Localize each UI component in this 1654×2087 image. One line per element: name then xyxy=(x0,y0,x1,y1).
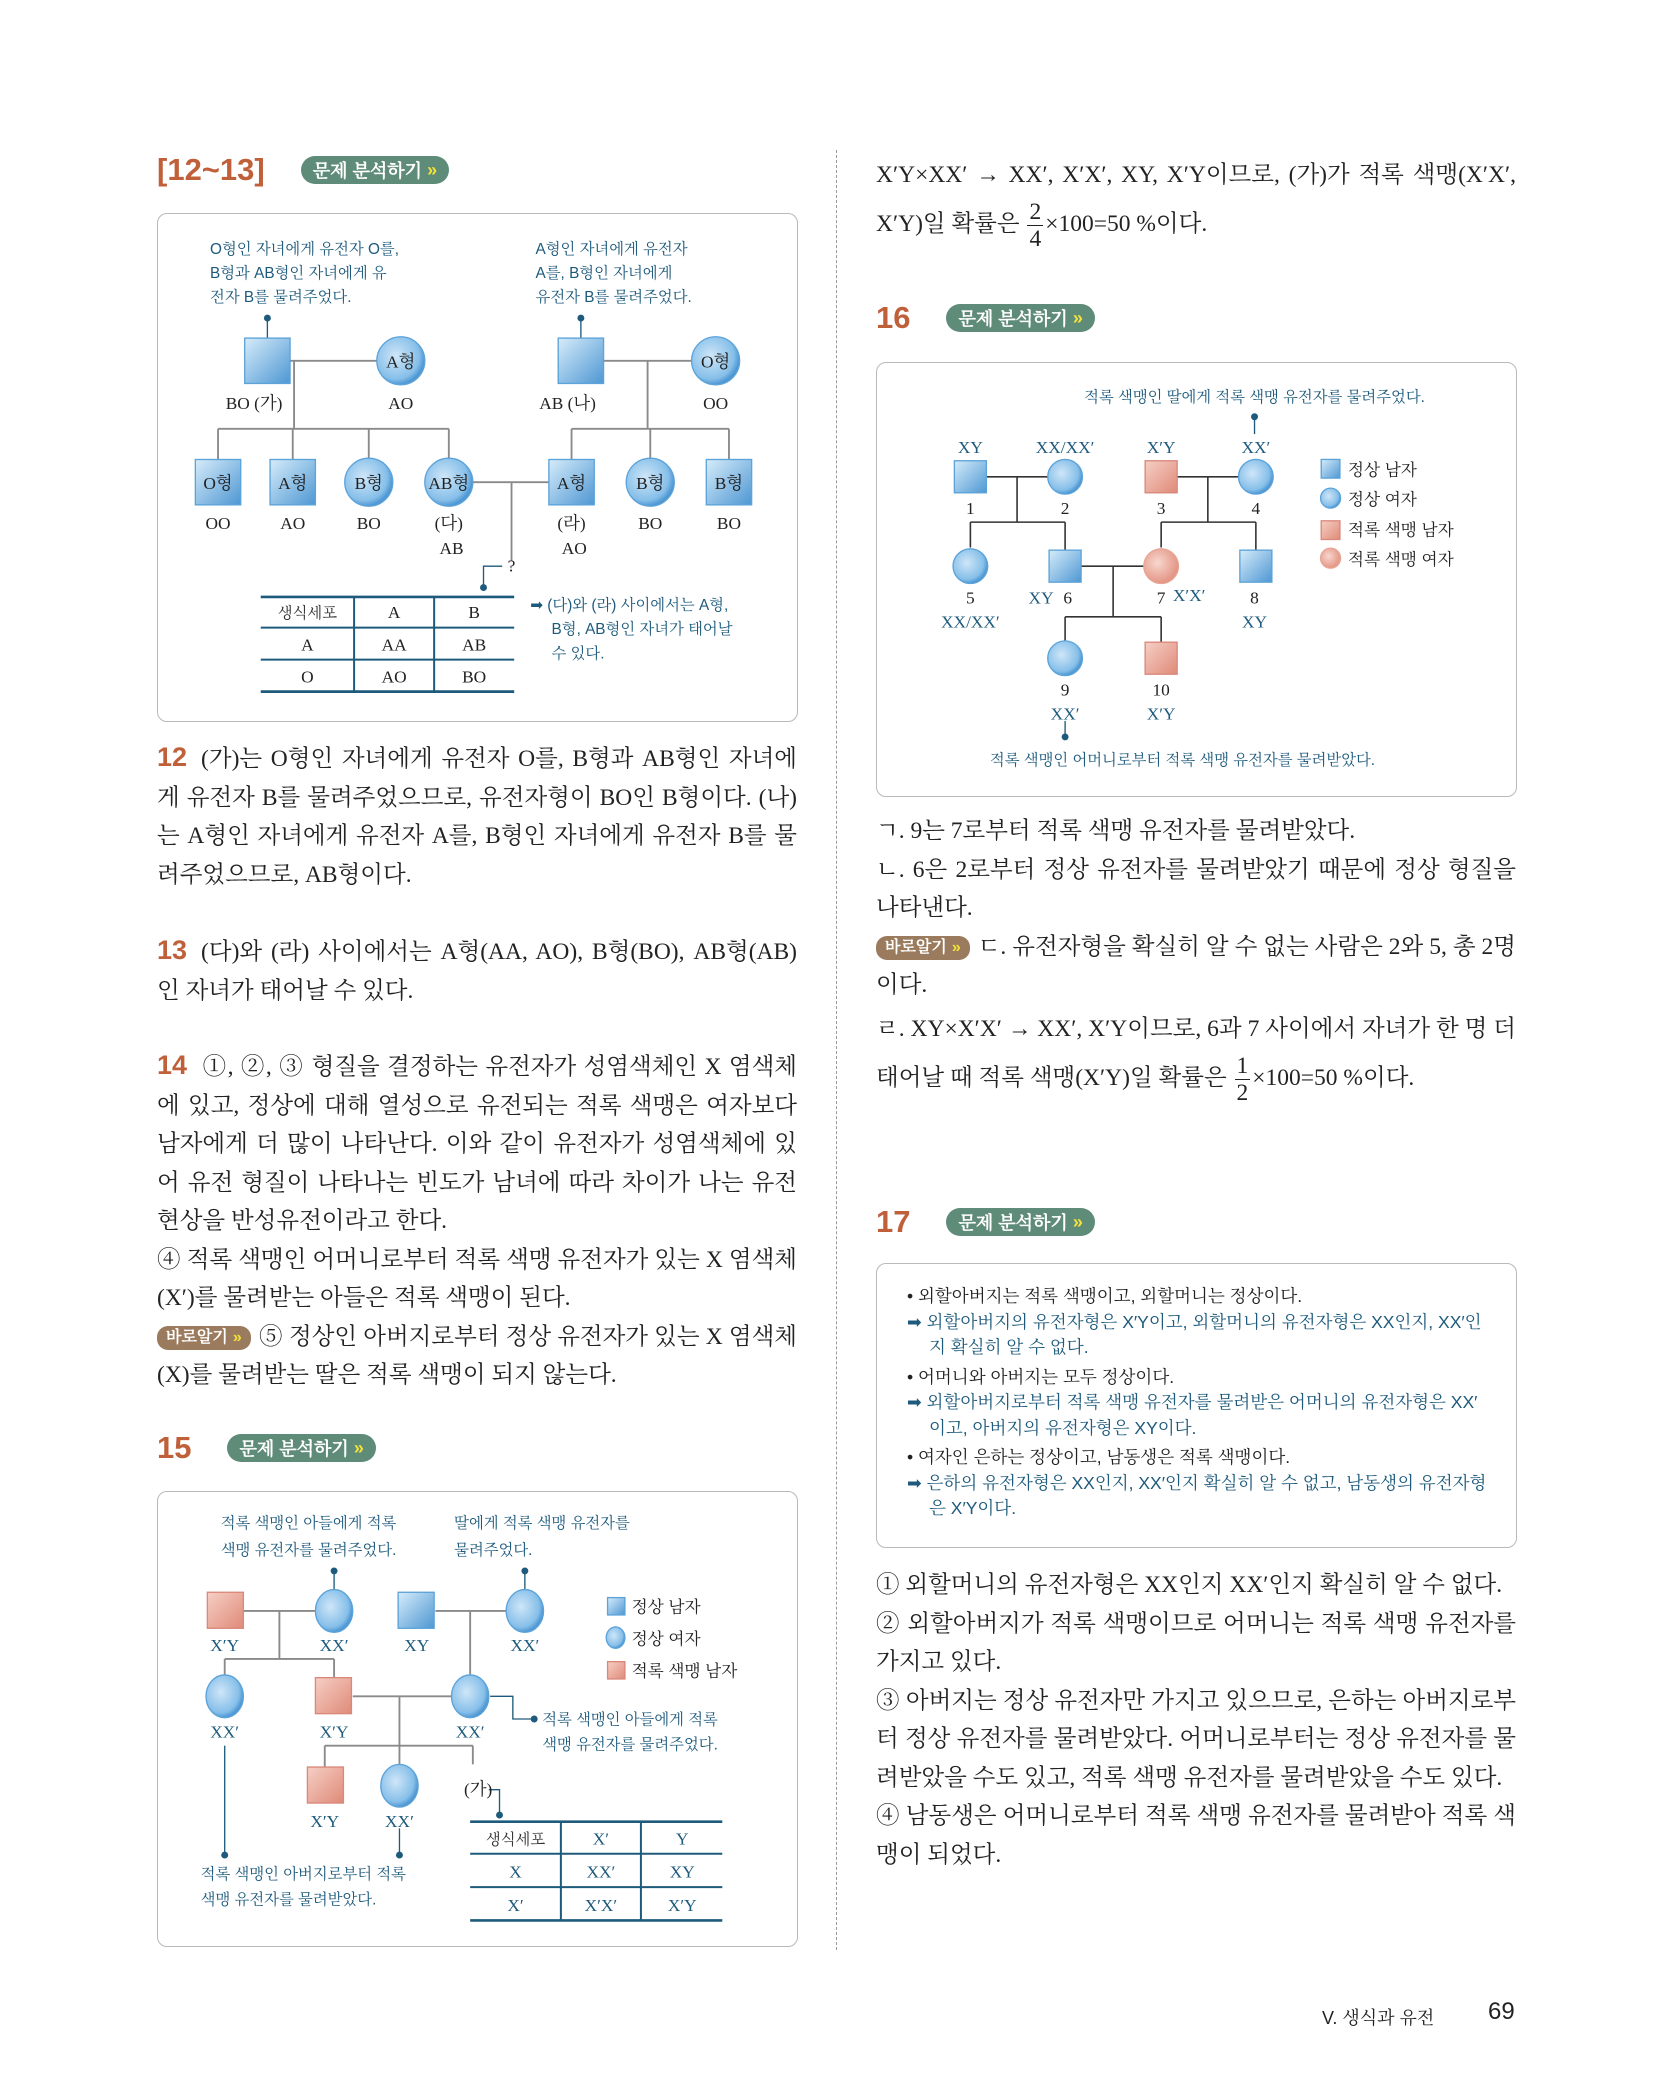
pointer-dot xyxy=(531,1716,538,1723)
genotype-label: AO xyxy=(561,539,587,559)
correction-badge xyxy=(157,1326,251,1350)
legend-colorblind-male-symbol xyxy=(1321,521,1340,540)
annotation-line: 물려주었다. xyxy=(454,1541,533,1559)
female-symbol xyxy=(315,1590,352,1633)
female-symbol xyxy=(506,1590,543,1633)
table-header: 생식세포 xyxy=(277,605,338,623)
person-number: 9 xyxy=(1060,680,1070,700)
answer-number: 14 xyxy=(157,1050,188,1080)
figure-analysis-17 xyxy=(876,1263,1517,1548)
person-number: 8 xyxy=(1250,588,1259,608)
answer-15-continued xyxy=(876,151,1516,252)
badge-label: 문제 분석하기 xyxy=(239,1439,349,1459)
genotype-label: BO xyxy=(716,513,742,533)
person-number: 10 xyxy=(1152,680,1170,700)
answer-number: 13 xyxy=(157,935,188,965)
genotype-label: XX′ xyxy=(210,1722,240,1742)
genotype-label: BO xyxy=(356,513,381,533)
answer-text: ①, ②, ③ 형질을 결정하는 유전자가 성염색체인 X 염색체에 있고, 정상에 대해 열성으로 유전되는 적록 색맹은 여자보다 남자에게 더 많이 나타난다. 이와 같이 유전자가 성염색체에 있어 유전 형질이 나타나는 빈도가 남녀에 따라 차이가 나는 유전 현상을 반성유전이라고 한다. xyxy=(157,1054,797,1234)
annotation-line: 적록 색맹인 딸에게 적록 색맹 유전자를 물려주었다. xyxy=(1084,389,1425,407)
table-header: 생식세포 xyxy=(485,1831,546,1849)
genotype-label: X′X′ xyxy=(1172,585,1206,605)
person-number: 4 xyxy=(1251,499,1261,519)
answer-text: ⑤ 정상인 아버지로부터 정상 유전자가 있는 X 염색체(X)를 물려받는 딸은 적록 색맹이 되지 않는다. xyxy=(157,1323,797,1388)
answer-13 xyxy=(157,931,797,1010)
answer-16 xyxy=(876,812,1516,1106)
figure-colorblind-pedigree-15 xyxy=(157,1491,798,1947)
person-number: 7 xyxy=(1156,588,1166,608)
pointer-lines xyxy=(225,1571,534,1855)
annotation-left xyxy=(210,240,399,306)
genotype-label: X′Y xyxy=(1146,704,1176,724)
symbol-label: A형 xyxy=(556,473,587,493)
genotype-label: AB xyxy=(439,539,464,559)
genotype-label: XY xyxy=(404,1635,430,1655)
pointer-dot xyxy=(521,1567,528,1574)
table-cell: X′ xyxy=(507,1896,524,1916)
table-cell: AO xyxy=(381,667,407,687)
problem-analysis-badge[interactable] xyxy=(301,156,449,184)
annotation-line: 색맹 유전자를 물려받았다. xyxy=(200,1891,377,1909)
table-cell: BO xyxy=(462,667,487,687)
legend-female-symbol xyxy=(1321,488,1341,508)
genotype-label: (라) xyxy=(557,513,586,533)
legend-colorblind-male-symbol xyxy=(608,1662,625,1679)
genotype-label: OO xyxy=(703,393,729,413)
female-symbol xyxy=(451,1675,488,1718)
genotype-label: XY xyxy=(1242,612,1268,632)
annotation-line: 유전자 B를 물려주었다. xyxy=(535,289,692,307)
male-symbol xyxy=(558,338,603,383)
table-cell: O xyxy=(301,667,314,687)
symbol-label: O형 xyxy=(203,473,233,493)
table-cell: AB xyxy=(462,635,487,655)
note-line: B형, AB형인 자녀가 태어날 xyxy=(551,621,733,639)
legend-male-symbol xyxy=(608,1598,625,1615)
table-cell: A xyxy=(301,635,314,655)
symbol-label: A형 xyxy=(278,473,308,493)
choice-text: ×100=50 %이다. xyxy=(1252,1064,1415,1091)
female-symbol xyxy=(381,1764,418,1807)
annotation-line: 적록 색맹인 아들에게 적록 xyxy=(220,1515,397,1533)
chevron-right-icon: » xyxy=(951,938,961,956)
unknown-child-label: (가) xyxy=(464,1780,493,1800)
problem-analysis-badge[interactable] xyxy=(227,1434,375,1462)
symbol-label: B형 xyxy=(714,473,744,493)
table-header: Y xyxy=(676,1829,689,1849)
fraction-numerator: 2 xyxy=(1029,199,1042,225)
badge-label: 문제 분석하기 xyxy=(958,309,1068,329)
choice-text: ㄹ. XY×X′X′ → XX′, X′Y이므로, 6과 7 사이에서 자녀가 한 명 더 태어날 때 적록 색맹(X′Y)일 확률은 xyxy=(876,1015,1516,1091)
person-number: 3 xyxy=(1156,499,1166,519)
fraction xyxy=(1027,199,1043,252)
table-header: B xyxy=(468,603,480,623)
legend-label: 적록 색맹 남자 xyxy=(631,1661,738,1681)
choice-text: ㄷ. 유전자형을 확실히 알 수 없는 사람은 2와 5, 총 2명이다. xyxy=(876,933,1516,998)
legend-label: 정상 여자 xyxy=(631,1629,701,1649)
note-line: ➡ (다)와 (라) 사이에서는 A형, xyxy=(530,597,729,615)
answer-text: (가)는 O형인 자녀에게 유전자 O를, B형과 AB형인 자녀에게 유전자 B를 물려주었으므로, 유전자형이 BO인 B형이다. (나)는 A형인 자녀에게 유전자 A를, B형인 자녀에게 유전자 B를 물려주었으므로, AB형이다. xyxy=(157,746,797,888)
genotype-label: XX′ xyxy=(455,1722,485,1742)
colorblind-male-symbol-3 xyxy=(1145,461,1177,493)
badge-label: 문제 분석하기 xyxy=(312,161,423,181)
male-symbol xyxy=(398,1592,434,1628)
table-cell: X′X′ xyxy=(584,1896,618,1916)
question-header-12-13 xyxy=(157,152,449,188)
badge-label: 바로알기 xyxy=(166,1328,228,1346)
genotype-label: XX′ xyxy=(1241,437,1271,457)
analysis-list xyxy=(907,1284,1487,1522)
note-line: 수 있다. xyxy=(551,645,605,663)
pointer-dot xyxy=(264,315,271,322)
annotation-line: 전자 B를 물려주었다. xyxy=(210,289,352,307)
analysis-conclusion: ➡ 외할아버지의 유전자형은 X′Y이고, 외할머니의 유전자형은 XX인지, XX′인지 확실히 알 수 없다. xyxy=(907,1311,1482,1357)
table-cell: X xyxy=(509,1862,522,1882)
legend-label: 정상 남자 xyxy=(631,1597,701,1617)
chevron-right-icon: » xyxy=(427,159,438,180)
question-number: 17 xyxy=(876,1204,911,1239)
answer-number: 12 xyxy=(157,742,188,772)
legend-label: 정상 남자 xyxy=(1347,460,1417,480)
pointer-dot xyxy=(496,1812,503,1819)
chevron-right-icon: » xyxy=(232,1328,242,1346)
pointer-dot xyxy=(577,315,584,322)
question-number: 15 xyxy=(157,1430,192,1465)
answer-text: ④ 적록 색맹인 어머니로부터 적록 색맹 유전자가 있는 X 염색체(X′)를 물려받는 아들은 적록 색맹이 된다. xyxy=(157,1246,797,1311)
answer-text: X′Y×XX′ → XX′, X′X′, XY, X′Y이므로, (가)가 적록 색맹(X′X′, X′Y)일 확률은 xyxy=(876,162,1516,237)
person-number: 1 xyxy=(966,499,975,519)
fraction-denominator: 4 xyxy=(1029,226,1042,252)
female-symbol-5 xyxy=(953,549,988,584)
colorblind-female-symbol-7 xyxy=(1144,549,1179,584)
choice-text: ③ 아버지는 정상 유전자만 가지고 있으므로, 은하는 아버지로부터 정상 유전자를 물려받았다. 어머니로부터는 정상 유전자를 물려받았을 수도 있고, 적록 색맹 유전자를 물려받았을 수도 있다. xyxy=(876,1687,1516,1791)
female-symbol-2 xyxy=(1048,459,1083,494)
genotype-label: BO (가) xyxy=(225,393,283,413)
legend-colorblind-female-symbol xyxy=(1321,548,1341,568)
genotype-label: XY xyxy=(1028,588,1054,608)
pointer-dot xyxy=(480,584,487,591)
annotation-line: 적록 색맹인 어머니로부터 적록 색맹 유전자를 물려받았다. xyxy=(989,751,1376,769)
person-number: 6 xyxy=(1063,588,1073,608)
question-number: [12~13] xyxy=(157,152,265,187)
question-mark: ? xyxy=(507,556,516,576)
genotype-label: XX′ xyxy=(319,1635,349,1655)
problem-analysis-badge[interactable] xyxy=(946,1208,1094,1236)
analysis-conclusion: ➡ 외할아버지로부터 적록 색맹 유전자를 물려받은 어머니의 유전자형은 XX′이고, 아버지의 유전자형은 XY이다. xyxy=(907,1392,1478,1438)
answer-text: (다)와 (라) 사이에서는 A형(AA, AO), B형(BO), AB형(AB)인 자녀가 태어날 수 있다. xyxy=(157,939,797,1004)
annotation-line: 적록 색맹인 아들에게 적록 xyxy=(542,1711,718,1729)
question-number: 16 xyxy=(876,300,911,335)
female-symbol-4 xyxy=(1239,459,1274,494)
answer-17 xyxy=(876,1566,1516,1874)
answer-12 xyxy=(157,738,797,894)
table-cell: XY xyxy=(669,1862,695,1882)
symbol-label: O형 xyxy=(700,352,731,372)
legend xyxy=(606,1597,737,1680)
analysis-point: • 여자인 은하는 정상이고, 남동생은 적록 색맹이다. xyxy=(907,1447,1291,1467)
legend-male-symbol xyxy=(1321,459,1340,478)
colorblind-male-symbol xyxy=(307,1767,343,1803)
correction-badge xyxy=(876,936,970,960)
pointer-dot xyxy=(1062,733,1069,740)
annotation-line: 딸에게 적록 색맹 유전자를 xyxy=(454,1515,630,1533)
genotype-label: AO xyxy=(388,393,414,413)
male-symbol xyxy=(245,338,290,383)
figure-blood-type-pedigree xyxy=(157,213,798,722)
genotype-label: X′Y xyxy=(1146,437,1176,457)
table-cell: AA xyxy=(381,635,407,655)
genotype-label: XX′ xyxy=(510,1635,540,1655)
male-symbol-6 xyxy=(1049,550,1081,582)
fraction-denominator: 2 xyxy=(1236,1079,1249,1106)
pointer-dot xyxy=(1251,413,1258,420)
annotation-line: 적록 색맹인 아버지로부터 적록 xyxy=(200,1866,406,1884)
legend xyxy=(1321,459,1454,568)
genotype-label: X′Y xyxy=(210,1635,240,1655)
genotype-label: X′Y xyxy=(310,1812,340,1832)
annotation-line: B형과 AB형인 자녀에게 유 xyxy=(210,265,387,283)
problem-analysis-badge[interactable] xyxy=(946,304,1094,332)
symbol-label: B형 xyxy=(354,473,383,493)
genotype-label: XX′ xyxy=(1050,704,1080,724)
fraction-numerator: 1 xyxy=(1236,1052,1249,1079)
annotation-line: A형인 자녀에게 유전자 xyxy=(535,241,688,259)
genotype-label: XX/XX′ xyxy=(1035,437,1095,457)
genotype-label: XX′ xyxy=(385,1812,414,1832)
colorblind-male-symbol xyxy=(315,1678,351,1714)
person-number: 5 xyxy=(966,588,975,608)
person-number: 2 xyxy=(1060,499,1070,519)
male-symbol-1 xyxy=(954,461,986,493)
genotype-label: XX/XX′ xyxy=(941,612,1000,632)
pointer-dot xyxy=(221,1852,228,1859)
colorblind-male-symbol-10 xyxy=(1145,642,1177,674)
analysis-point: • 외할아버지는 적록 색맹이고, 외할머니는 정상이다. xyxy=(907,1286,1303,1306)
analysis-conclusion: ➡ 은하의 유전자형은 XX인지, XX′인지 확실히 알 수 없고, 남동생의 유전자형은 X′Y이다. xyxy=(907,1472,1487,1518)
genotype-label: AB (나) xyxy=(539,393,596,413)
question-header-15 xyxy=(157,1430,376,1466)
legend-female-symbol xyxy=(606,1627,625,1648)
question-header-16 xyxy=(876,300,1095,336)
pointer-dot xyxy=(331,1567,338,1574)
genotype-label: AO xyxy=(280,513,306,533)
column-divider xyxy=(836,150,837,1950)
table-header: A xyxy=(387,603,401,623)
symbol-label: B형 xyxy=(636,473,665,493)
chevron-right-icon: » xyxy=(1072,1211,1083,1232)
chevron-right-icon: » xyxy=(353,1437,364,1458)
legend-label: 정상 여자 xyxy=(1347,489,1417,509)
female-symbol xyxy=(206,1675,243,1718)
female-symbol-9 xyxy=(1048,641,1083,676)
table-cell: XX′ xyxy=(586,1862,616,1882)
symbol-label: AB형 xyxy=(428,473,470,493)
badge-label: 바로알기 xyxy=(885,938,947,956)
figure-colorblind-pedigree-16 xyxy=(876,362,1517,797)
pointer-dot xyxy=(396,1852,403,1859)
legend-label: 적록 색맹 남자 xyxy=(1347,520,1454,540)
question-header-17 xyxy=(876,1204,1095,1240)
answer-14 xyxy=(157,1046,797,1395)
symbol-label: A형 xyxy=(386,352,416,372)
genotype-label: OO xyxy=(205,513,231,533)
genotype-label: X′Y xyxy=(319,1722,349,1742)
colorblind-male-symbol xyxy=(207,1592,243,1628)
genotype-label: XY xyxy=(957,437,983,457)
analysis-point: • 어머니와 아버지는 모두 정상이다. xyxy=(907,1366,1175,1387)
badge-label: 문제 분석하기 xyxy=(958,1213,1068,1233)
legend-label: 적록 색맹 여자 xyxy=(1347,549,1454,569)
choice-text: ㄱ. 9는 7로부터 적록 색맹 유전자를 물려받았다. xyxy=(876,818,1356,844)
genotype-label: (다) xyxy=(434,513,463,533)
chevron-right-icon: » xyxy=(1072,307,1083,328)
genotype-label: BO xyxy=(638,513,663,533)
annotation-line: 색맹 유전자를 물려주었다. xyxy=(220,1541,397,1559)
annotation-line: 색맹 유전자를 물려주었다. xyxy=(542,1736,718,1754)
page-number: 69 xyxy=(1488,1998,1515,2025)
annotation-right xyxy=(536,240,692,306)
answer-text: ×100=50 %이다. xyxy=(1045,210,1208,237)
annotation-line: A를, B형인 자녀에게 xyxy=(535,265,673,283)
choice-text: ① 외할머니의 유전자형은 XX인지 XX′인지 확실히 알 수 없다. xyxy=(876,1572,1503,1598)
footer-section: V. 생식과 유전 xyxy=(1322,2008,1435,2028)
male-symbol-8 xyxy=(1240,550,1272,582)
fraction xyxy=(1235,1053,1251,1106)
annotation-line: O형인 자녀에게 유전자 O를, xyxy=(210,241,399,259)
table-header: X′ xyxy=(592,1829,610,1849)
choice-text: ② 외할아버지가 적록 색맹이므로 어머니는 적록 색맹 유전자를 가지고 있다. xyxy=(876,1610,1516,1675)
pedigree-lines xyxy=(970,477,1255,642)
table-cell: X′Y xyxy=(667,1896,697,1916)
choice-text: ④ 남동생은 어머니로부터 적록 색맹 유전자를 물려받아 적록 색맹이 되었다. xyxy=(876,1803,1516,1868)
choice-text: ㄴ. 6은 2로부터 정상 유전자를 물려받았기 때문에 정상 형질을 나타낸다. xyxy=(876,856,1516,921)
